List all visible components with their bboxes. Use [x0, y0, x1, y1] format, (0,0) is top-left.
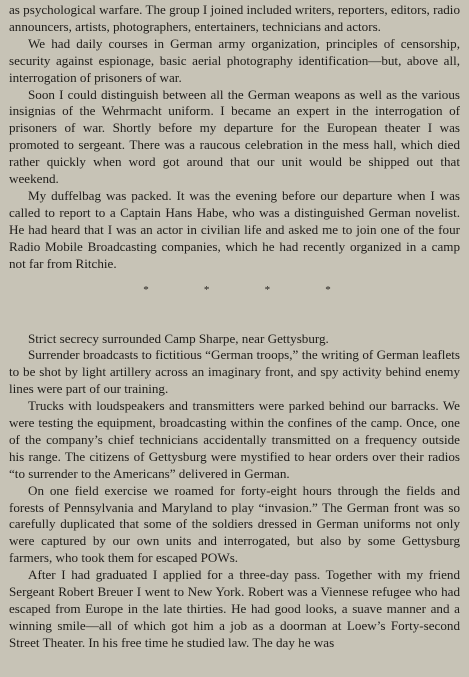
asterism-star: *	[203, 283, 210, 296]
asterism	[142, 284, 332, 296]
paragraph-trucks: Trucks with loudspeakers and transmitters were parked behind our barracks. We were testing the equipment, broadcasting within the confines of the camp. Once, one of the company’s chief technicians accidentally transmitted on a frequency outside his range. The citizens of Gettysburg were mystified to hear orders over their radios “to surrender to the Americans” delivered in German.	[9, 398, 460, 481]
paragraph-expert: Soon I could distinguish between all the German weapons as well as the various insignias of the Wehrmacht uniform. I became an expert in the interrogation of prisoners of war. Shortly before my departure for the European theater I was promoted to sergeant. There was a raucous celebration in the mess hall, which died rather quickly when word got around that our unit would be shipped out that weekend.	[9, 86, 460, 187]
paragraph-continued: as psychological warfare. The group I joined included writers, reporters, editors, radio announcers, artists, photographers, entertainers, technicians and actors.	[9, 2, 460, 34]
paragraph-courses: We had daily courses in German army organization, principles of censorship, security against espionage, basic aerial photography identification—but, above all, interrogation of prisoners of war.	[9, 35, 460, 85]
asterism-star: *	[264, 283, 271, 296]
asterism-star: *	[325, 283, 331, 296]
section-break	[9, 273, 460, 331]
paragraph-camp-sharpe: Strict secrecy surrounded Camp Sharpe, near Gettysburg.	[28, 330, 329, 346]
section-two	[9, 331, 460, 652]
paragraph-three-day-pass: After I had graduated I applied for a three-day pass. Together with my friend Sergeant Robert Breuer I went to New York. Robert was a Viennese refugee who had escaped from Europe in the late thirties. He had good looks, a suave manner and a winning smile—all of which got him a job as a doorman at Loew’s Forty-second Street Theater. In his free time he studied law. The day he was	[9, 567, 460, 650]
asterism-star: *	[143, 283, 149, 296]
section-one	[9, 2, 460, 273]
paragraph-duffelbag: My duffelbag was packed. It was the evening before our departure when I was called to report to a Captain Hans Habe, who was a distinguished German novelist. He had heard that I was an actor in civilian life and asked me to join one of the four Radio Mobile Broadcasting companies, which he had recently organized in a camp not far from Ritchie.	[9, 187, 460, 271]
paragraph-surrender-broadcasts: Surrender broadcasts to fictitious “German troops,” the writing of German leaflets to be shot by light artillery across an imaginary front, and spy activity behind enemy lines were part of our training.	[9, 347, 460, 397]
paragraph-field-exercise: On one field exercise we roamed for forty-eight hours through the fields and forests of Pennsylvania and Maryland to play “invasion.” The German front was so carefully duplicated that some of the soldiers dressed in German uniforms not only were captured by our own units and interrogated, but also by some Gettysburg farmers, who took them for escaped POWs.	[9, 482, 460, 566]
